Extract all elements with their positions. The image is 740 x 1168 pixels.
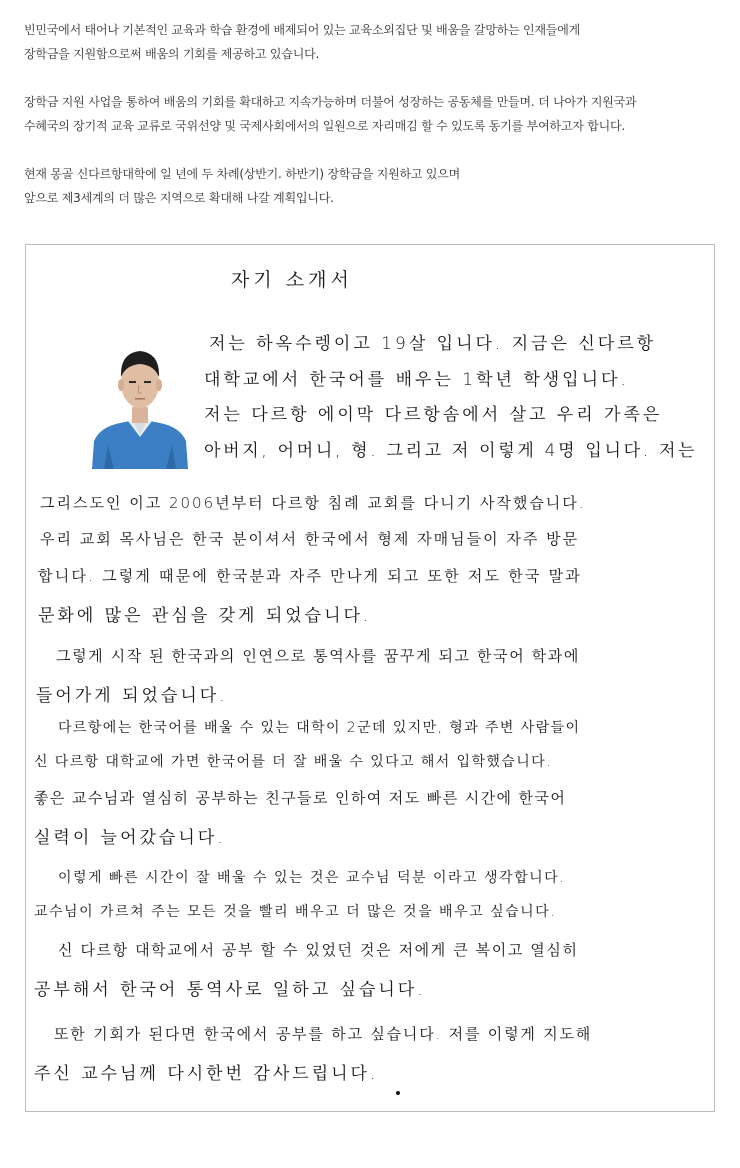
intro-paragraph-2 [24,90,724,138]
letter-line: 합니다. 그렇게 때문에 한국분과 자주 만나게 되고 또한 저도 한국 말과 [38,567,582,585]
letter-line: 또한 기회가 된다면 한국에서 공부를 하고 싶습니다. 저를 이렇게 지도해 [54,1025,593,1043]
letter-line: 문화에 많은 관심을 갖게 되었습니다. [38,606,372,626]
letter-line: 대학교에서 한국어를 배우는 1학년 학생입니다. [204,370,629,390]
scholarship-intro [24,18,724,234]
intro-line: 장학금을 지원함으로써 배움의 기회를 제공하고 있습니다. [24,47,320,61]
letter-line: 주신 교수님께 다시한번 감사드립니다. [34,1064,379,1084]
letter-line: 신 다르항 대학교에서 공부 할 수 있었던 것은 저에게 큰 복이고 열심히 [58,941,579,959]
intro-paragraph-3 [24,162,724,210]
letter-title: 자기 소개서 [231,269,353,291]
letter-line: 그렇게 시작 된 한국과의 인연으로 통역사를 꿈꾸게 되고 한국어 학과에 [56,647,580,665]
letter-line: 교수님이 가르쳐 주는 모든 것을 빨리 배우고 더 많은 것을 배우고 싶습니다. [34,904,557,920]
letter-line: 들어가게 되었습니다. [36,686,228,706]
letter-line: 다르항에는 한국어를 배울 수 있는 대학이 2군데 있지만, 형과 주변 사람들이 [58,720,581,736]
letter-line: 우리 교회 목사님은 한국 분이셔서 한국에서 형제 자매님들이 자주 방문 [40,530,580,548]
intro-paragraph-1 [24,18,724,66]
letter-line: 신 다르항 대학교에 가면 한국어를 더 잘 배울 수 있다고 해서 입학했습니다. [34,754,552,770]
intro-line: 현재 몽골 신다르항대학에 일 년에 두 차례(상반기. 하반기) 장학금을 지원하고 있으며 [24,167,461,181]
intro-line: 장학금 지원 사업을 통하여 배움의 기회를 확대하고 지속가능하며 더불어 성장하는 공동체를 만들며. 더 나아가 지원국과 [24,95,637,109]
ink-dot [396,1091,400,1095]
intro-line: 앞으로 제3세계의 더 많은 지역으로 확대해 나갈 계획입니다. [24,191,334,205]
letter-line: 실력이 늘어갔습니다. [34,828,226,848]
letter-line: 저는 다르항 에이막 다르항솜에서 살고 우리 가족은 [204,405,663,425]
intro-line: 수혜국의 장기적 교육 교류로 국위선양 및 국제사회에서의 일원으로 자리매김 할 수 있도록 동기를 부여하고자 합니다. [24,119,626,133]
student-portrait-icon [90,337,190,469]
letter-line: 이렇게 빠른 시간이 잘 배울 수 있는 것은 교수님 덕분 이라고 생각합니다. [58,870,566,886]
student-photo [90,337,190,469]
letter-line: 그리스도인 이고 2006년부터 다르항 침례 교회를 다니기 사작했습니다. [40,494,586,512]
handwritten-letter-image [25,244,715,1112]
letter-line: 저는 하옥수렝이고 19살 입니다. 지금은 신다르항 [209,334,657,354]
intro-line: 빈민국에서 태어나 기본적인 교육과 학습 환경에 배제되어 있는 교육소외집단 및 배움을 갈망하는 인재들에게 [24,23,581,37]
letter-line: 공부해서 한국어 통역사로 일하고 싶습니다. [34,980,426,1000]
letter-line: 아버지, 어머니, 형. 그리고 저 이렇게 4명 입니다. 저는 [204,441,698,461]
letter-line: 좋은 교수님과 열심히 공부하는 친구들로 인하여 저도 빠른 시간에 한국어 [34,789,567,807]
